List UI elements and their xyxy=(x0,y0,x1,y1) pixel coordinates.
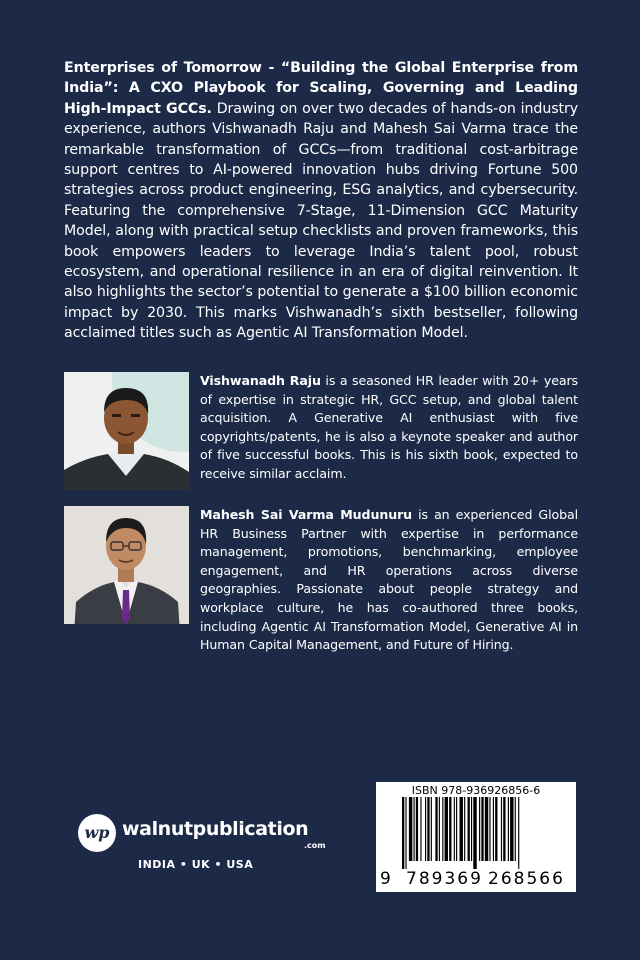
publisher-mark-icon: wp xyxy=(78,814,116,852)
barcode-bars-icon xyxy=(388,797,564,869)
publisher-logo xyxy=(78,814,338,894)
isbn-digit-lead: 9 xyxy=(380,869,391,889)
isbn-digit-group-left: 789369 xyxy=(406,869,483,889)
author-bio-vishwanadh xyxy=(200,372,578,484)
author-name: Vishwanadh Raju xyxy=(200,373,321,388)
author-photo-mahesh xyxy=(64,506,189,624)
isbn-label: ISBN 978-936926856-6 xyxy=(411,784,541,797)
author-bio-mahesh xyxy=(200,506,578,655)
isbn-digit-group-right: 268566 xyxy=(488,869,565,889)
author-photo-vishwanadh xyxy=(64,372,189,490)
isbn-barcode xyxy=(376,782,576,892)
author-bio-text: is an experienced Global HR Business Partner with expertise in performance management, promotions, benchmarking, employee engagement, and HR operations across diverse geographies. Passionate about people strategy and workplace culture, he has co-authored three books, including Agentic AI Transformation Model, Generative AI in Human Capital Management, and Future of Hiring. xyxy=(200,507,578,653)
book-description-text: Drawing on over two decades of hands-on industry experience, authors Vishwanadh Raju and Mahesh Sai Varma trace the remarkable transformation of GCCs—from traditional cost-arbitrage support centres to AI-powered innovation hubs driving Fortune 500 strategies across product engineering, ESG analytics, and cybersecurity. Featuring the comprehensive 7-Stage, 11-Dimension GCC Maturity Model, along with practical setup checklists and proven frameworks, this book empowers leaders to leverage India’s talent pool, robust ecosystem, and operational resilience in an era of digital reinvention. It also highlights the sector’s potential to generate a $100 billion economic impact by 2030. This marks Vishwanadh’s sixth bestseller, following acclaimed titles such as Agentic AI Transformation Model. xyxy=(64,100,578,342)
author-bio-text: is a seasoned HR leader with 20+ years of expertise in strategic HR, GCC setup, and global talent acquisition. A Generative AI enthusiast with five copyrights/patents, he is also a keynote speaker and author of five successful books. This is his sixth book, expected to receive similar acclaim. xyxy=(200,373,578,481)
author-name: Mahesh Sai Varma Mudunuru xyxy=(200,507,413,522)
publisher-name: walnutpublication xyxy=(122,818,309,840)
book-description xyxy=(64,58,578,344)
publisher-regions: INDIA • UK • USA xyxy=(138,858,254,871)
publisher-domain-suffix: .com xyxy=(304,841,326,850)
book-title-sentence: Enterprises of Tomorrow - “Building the Global Enterprise from India”: A CXO Playbook for Scaling, Governing and Leading High-Impact GCCs. xyxy=(64,60,578,117)
